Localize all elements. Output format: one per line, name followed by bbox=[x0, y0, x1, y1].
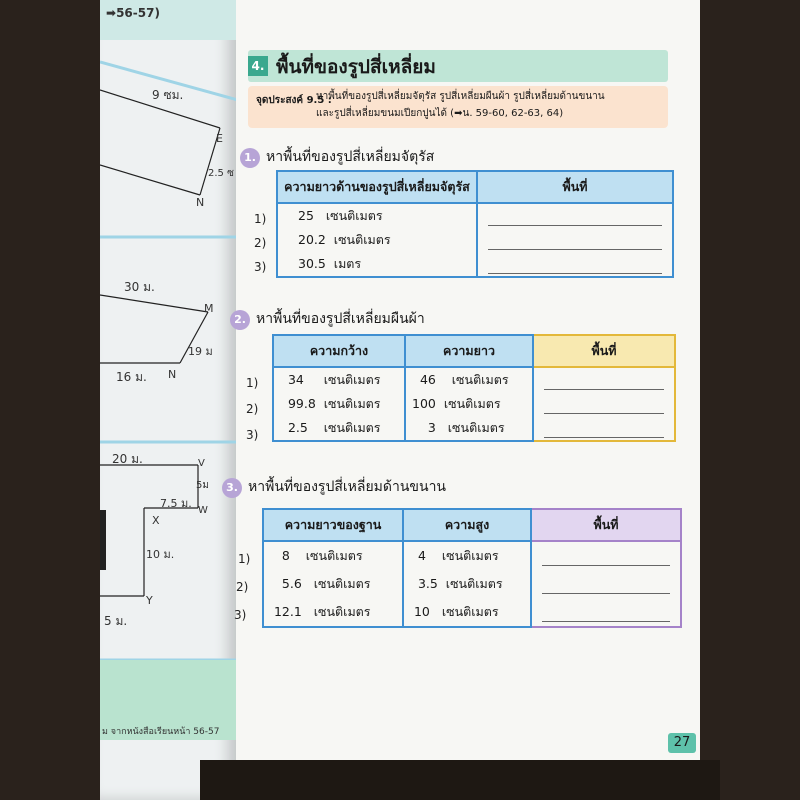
table-row bbox=[273, 416, 675, 441]
q1-header-side: ความยาวด้านของรูปสี่เหลี่ยมจัตุรัส bbox=[277, 171, 477, 203]
fig2-side-label: 19 ม bbox=[188, 345, 213, 358]
table-row bbox=[263, 570, 681, 598]
q3-row1-bu: เซนติเมตร bbox=[305, 548, 363, 563]
q2-row3-width bbox=[273, 416, 405, 441]
fig2-bottom-label: 16 ม. bbox=[116, 370, 147, 384]
table-row bbox=[273, 392, 675, 416]
q2-row1-lu: เซนติเมตร bbox=[451, 372, 509, 387]
q1-table bbox=[276, 170, 674, 278]
answer-line[interactable] bbox=[488, 207, 662, 226]
answer-line[interactable] bbox=[488, 231, 662, 250]
table-row bbox=[263, 598, 681, 627]
q3-row3-h: 10 bbox=[413, 604, 430, 619]
q2-header-width: ความกว้าง bbox=[273, 335, 405, 367]
q1-row3-side bbox=[277, 252, 477, 277]
q3-header-area: พื้นที่ bbox=[531, 509, 681, 541]
arrow-icon: ➡ bbox=[106, 6, 117, 20]
q1-row1-value: 25 bbox=[298, 208, 314, 223]
fig3-corner-x: X bbox=[152, 514, 160, 527]
fig3-corner-y: Y bbox=[146, 594, 153, 607]
q2-row2-lu: เซนติเมตร bbox=[443, 396, 501, 411]
q3-row1-label: 1) bbox=[238, 552, 251, 566]
fig1-corner-e: E bbox=[216, 132, 223, 145]
objective-line1: หาพื้นที่ของรูปสี่เหลี่ยมจัตุรัส รูปสี่เหลี่ยมผืนผ้า รูปสี่เหลี่ยมด้านขนาน bbox=[316, 91, 605, 102]
section-title: พื้นที่ของรูปสี่เหลี่ยม bbox=[276, 56, 436, 78]
q3-row1-height bbox=[403, 541, 531, 570]
q3-row1-hu: เซนติเมตร bbox=[441, 548, 499, 563]
left-ref: ➡56-57) bbox=[106, 6, 160, 20]
objective-text bbox=[316, 88, 656, 122]
q1-row1-unit: เซนติเมตร bbox=[325, 208, 383, 223]
fig3-corner-v: V bbox=[198, 458, 205, 469]
q2-row2-wu: เซนติเมตร bbox=[323, 396, 381, 411]
q2-row2-length bbox=[405, 392, 533, 416]
table-row bbox=[277, 252, 673, 277]
q3-row2-hu: เซนติเมตร bbox=[445, 576, 503, 591]
q1-row1-label: 1) bbox=[254, 212, 267, 226]
q3-row1-base bbox=[263, 541, 403, 570]
q1-row2-area[interactable] bbox=[477, 228, 673, 252]
q2-row3-wu: เซนติเมตร bbox=[323, 420, 381, 435]
answer-line[interactable] bbox=[542, 575, 670, 594]
q3-row1-b: 8 bbox=[281, 548, 290, 563]
answer-line[interactable] bbox=[544, 371, 664, 390]
q2-table bbox=[272, 334, 676, 442]
left-page bbox=[100, 0, 238, 800]
q2-row3-lu: เซนติเมตร bbox=[447, 420, 505, 435]
q1-row1-side bbox=[277, 203, 477, 228]
q1-row3-label: 3) bbox=[254, 260, 267, 274]
q3-header-height: ความสูง bbox=[403, 509, 531, 541]
answer-line[interactable] bbox=[542, 603, 670, 622]
fig1-side-label: 2.5 ซ bbox=[208, 168, 234, 179]
q3-row3-height bbox=[403, 598, 531, 627]
page-number: 27 bbox=[668, 733, 696, 753]
answer-line[interactable] bbox=[544, 395, 664, 414]
q1-row3-value: 30.5 bbox=[298, 256, 326, 271]
fig3-s75-label: 7.5 ม. bbox=[160, 497, 192, 510]
q2-row1-width bbox=[273, 367, 405, 392]
fig2-corner-m: M bbox=[204, 302, 214, 315]
q2-row3-length bbox=[405, 416, 533, 441]
q3-row2-height bbox=[403, 570, 531, 598]
q3-number: 3. bbox=[222, 478, 242, 498]
q1-row1-area[interactable] bbox=[477, 203, 673, 228]
q2-row1-label: 1) bbox=[246, 376, 259, 390]
q2-number: 2. bbox=[230, 310, 250, 330]
q2-header-length: ความยาว bbox=[405, 335, 533, 367]
q2-row2-width bbox=[273, 392, 405, 416]
q3-row2-label: 2) bbox=[236, 580, 249, 594]
q2-row2-w: 99.8 bbox=[287, 396, 316, 411]
fig3-corner-w: W bbox=[198, 505, 208, 516]
fig3-bottom-label: 5 ม. bbox=[104, 614, 128, 628]
fig3-s5-label: 5ม bbox=[196, 480, 209, 491]
q3-row2-h: 3.5 bbox=[417, 576, 438, 591]
q3-row2-base bbox=[263, 570, 403, 598]
q3-row3-area[interactable] bbox=[531, 598, 681, 627]
q3-row2-b: 5.6 bbox=[281, 576, 302, 591]
fig1-corner-n: N bbox=[196, 196, 205, 209]
q2-row2-label: 2) bbox=[246, 402, 259, 416]
q3-table bbox=[262, 508, 682, 628]
fig1-top-label: 9 ซม. bbox=[152, 88, 184, 102]
q1-row2-unit: เซนติเมตร bbox=[333, 232, 391, 247]
page-bottom-shadow bbox=[200, 760, 720, 800]
q3-header-base: ความยาวของฐาน bbox=[263, 509, 403, 541]
fig3-s10-label: 10 ม. bbox=[146, 548, 175, 561]
q2-row1-length bbox=[405, 367, 533, 392]
q3-row3-base bbox=[263, 598, 403, 627]
q1-header-area: พื้นที่ bbox=[477, 171, 673, 203]
q3-row3-hu: เซนติเมตร bbox=[441, 604, 499, 619]
q2-header-area: พื้นที่ bbox=[533, 335, 675, 367]
q2-text: หาพื้นที่ของรูปสี่เหลี่ยมผืนผ้า bbox=[256, 311, 425, 327]
table-row bbox=[277, 203, 673, 228]
section-number: 4. bbox=[248, 56, 268, 76]
table-row bbox=[263, 541, 681, 570]
q2-row3-area[interactable] bbox=[533, 416, 675, 441]
q2-row3-l: 3 bbox=[427, 420, 436, 435]
objective-ref: น. 59-60, 62-63, 64) bbox=[462, 108, 564, 119]
fig2-corner-n: N bbox=[168, 368, 177, 381]
q2-row1-w: 34 bbox=[287, 372, 304, 387]
q3-row1-h: 4 bbox=[417, 548, 426, 563]
q3-row3-label: 3) bbox=[234, 608, 247, 622]
q1-row2-label: 2) bbox=[254, 236, 267, 250]
q2-row3-label: 3) bbox=[246, 428, 259, 442]
q2-row1-wu: เซนติเมตร bbox=[323, 372, 381, 387]
q1-text: หาพื้นที่ของรูปสี่เหลี่ยมจัตุรัส bbox=[266, 149, 435, 165]
left-footer-text: ม จากหนังสือเรียนหน้า 56-57 bbox=[102, 727, 220, 737]
answer-line[interactable] bbox=[488, 255, 662, 274]
answer-line[interactable] bbox=[542, 547, 670, 566]
q1-row2-side bbox=[277, 228, 477, 252]
table-row bbox=[277, 228, 673, 252]
objective-line2 bbox=[316, 105, 656, 122]
q1-number: 1. bbox=[240, 148, 260, 168]
q2-row1-area[interactable] bbox=[533, 367, 675, 392]
q2-row2-area[interactable] bbox=[533, 392, 675, 416]
arrow-icon: ➡ bbox=[454, 108, 463, 119]
q3-row2-area[interactable] bbox=[531, 570, 681, 598]
q1-row3-area[interactable] bbox=[477, 252, 673, 277]
q3-row2-bu: เซนติเมตร bbox=[313, 576, 371, 591]
q2-row2-l: 100 bbox=[412, 396, 436, 411]
q2-row3-w: 2.5 bbox=[287, 420, 308, 435]
q1-row3-unit: เมตร bbox=[333, 256, 362, 271]
q3-row3-b: 12.1 bbox=[273, 604, 302, 619]
answer-line[interactable] bbox=[544, 419, 664, 438]
q2-row1-l: 46 bbox=[419, 372, 436, 387]
q3-row1-area[interactable] bbox=[531, 541, 681, 570]
table-row bbox=[273, 367, 675, 392]
objective-line2-text: และรูปสี่เหลี่ยมขนมเปียกปูนได้ ( bbox=[316, 108, 455, 119]
q3-row3-bu: เซนติเมตร bbox=[313, 604, 371, 619]
q3-text: หาพื้นที่ของรูปสี่เหลี่ยมด้านขนาน bbox=[248, 479, 447, 495]
fig3-top-label: 20 ม. bbox=[112, 452, 143, 466]
objective-label: จุดประสงค์ 9.5 : bbox=[256, 95, 332, 106]
q1-row2-value: 20.2 bbox=[298, 232, 326, 247]
fig2-top-label: 30 ม. bbox=[124, 280, 155, 294]
